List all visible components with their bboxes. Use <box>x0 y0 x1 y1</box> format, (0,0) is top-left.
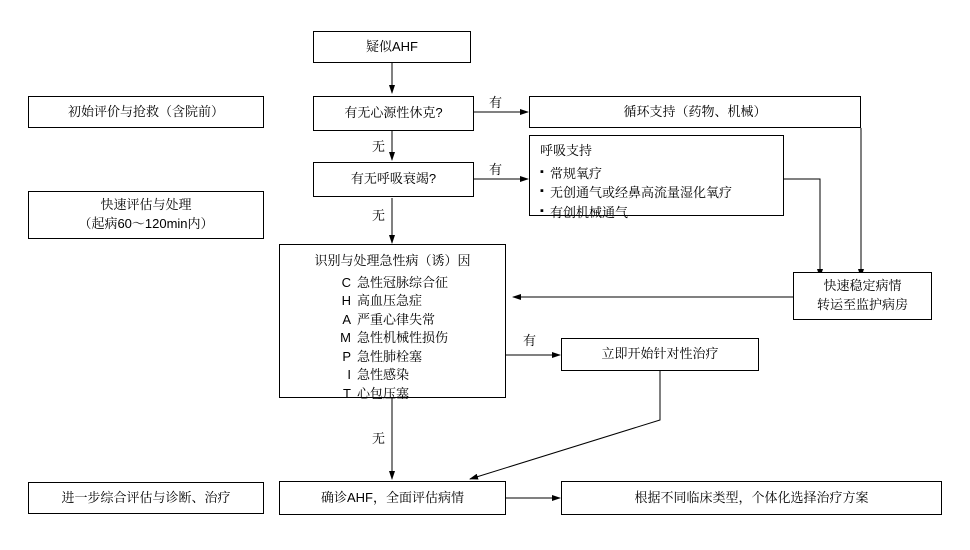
edge-label-shock-no: 无 <box>370 136 387 155</box>
cause-item <box>337 274 448 292</box>
cause-text: 急性机械性损伤 <box>356 330 448 346</box>
cause-key: P <box>342 348 351 364</box>
respiratory-support-item: ▪ 有创机械通气 <box>540 203 732 223</box>
node-suspected-ahf-text: 疑似AHF <box>365 38 418 54</box>
cause-key: H <box>341 293 351 309</box>
node-causes[interactable] <box>279 244 506 401</box>
node-stabilize-line2: 转运至监护病房 <box>816 297 908 312</box>
node-individualized-treatment[interactable] <box>561 481 942 515</box>
cause-key: T <box>343 385 351 401</box>
node-shock-question-text: 有无心源性休克? <box>344 105 443 121</box>
stage-label-initial <box>28 96 264 128</box>
node-confirm-ahf[interactable] <box>279 481 506 515</box>
node-respiratory-support-title: 呼吸支持 <box>540 143 593 158</box>
cause-key: C <box>341 274 351 290</box>
stage-label-rapid-line1: 快速评估与处理 <box>100 197 192 213</box>
cause-text: 急性冠脉综合征 <box>356 274 448 290</box>
stage-label-further-text: 进一步综合评估与诊断、治疗 <box>61 489 231 505</box>
cause-text: 急性感染 <box>356 367 409 383</box>
cause-text: 高血压急症 <box>356 293 422 309</box>
cause-text: 严重心律失常 <box>356 311 435 327</box>
cause-item <box>337 366 448 384</box>
cause-text: 急性肺栓塞 <box>356 348 422 364</box>
stage-label-rapid-line2: （起病60～120min内） <box>78 216 214 231</box>
stage-label-further <box>28 482 264 514</box>
cause-item <box>337 348 448 366</box>
stage-label-initial-text: 初始评价与抢救（含院前） <box>67 103 224 119</box>
cause-item <box>337 311 448 329</box>
node-respiratory-support[interactable] <box>529 135 784 220</box>
edge-label-cause-yes: 有 <box>521 330 538 349</box>
cause-text: 心包压塞 <box>356 385 409 401</box>
cause-item <box>337 385 448 403</box>
cause-item <box>337 329 448 347</box>
respiratory-support-item: ▪ 常规氧疗 <box>540 164 732 184</box>
node-suspected-ahf[interactable] <box>313 31 471 63</box>
node-stabilize-transfer[interactable] <box>793 272 932 320</box>
stage-label-rapid <box>28 191 264 239</box>
edge-label-resp-yes: 有 <box>487 159 504 178</box>
node-respiratory-question[interactable] <box>313 162 474 197</box>
cause-key: A <box>342 311 351 327</box>
cause-key: M <box>340 330 351 346</box>
causes-list <box>337 274 448 403</box>
node-causes-title: 识别与处理急性病（诱）因 <box>314 253 471 268</box>
cause-key: I <box>347 367 351 383</box>
node-respiratory-question-text: 有无呼吸衰竭? <box>350 171 437 187</box>
node-circulatory-support[interactable] <box>529 96 861 128</box>
edge-label-shock-yes: 有 <box>487 92 504 111</box>
respiratory-support-item: ▪ 无创通气或经鼻高流量湿化氧疗 <box>540 183 732 203</box>
edge-label-cause-no: 无 <box>370 428 387 447</box>
edge-label-resp-no: 无 <box>370 205 387 224</box>
node-stabilize-line1: 快速稳定病情 <box>823 278 902 294</box>
node-individualized-treatment-text: 根据不同临床类型，个体化选择治疗方案 <box>634 489 869 505</box>
node-shock-question[interactable] <box>313 96 474 131</box>
node-targeted-treatment[interactable] <box>561 338 759 371</box>
cause-item <box>337 292 448 310</box>
node-circulatory-support-text: 循环支持（药物、机械） <box>623 103 767 119</box>
node-confirm-ahf-text: 确诊AHF，全面评估病情 <box>320 489 464 505</box>
node-targeted-treatment-text: 立即开始针对性治疗 <box>601 346 719 362</box>
